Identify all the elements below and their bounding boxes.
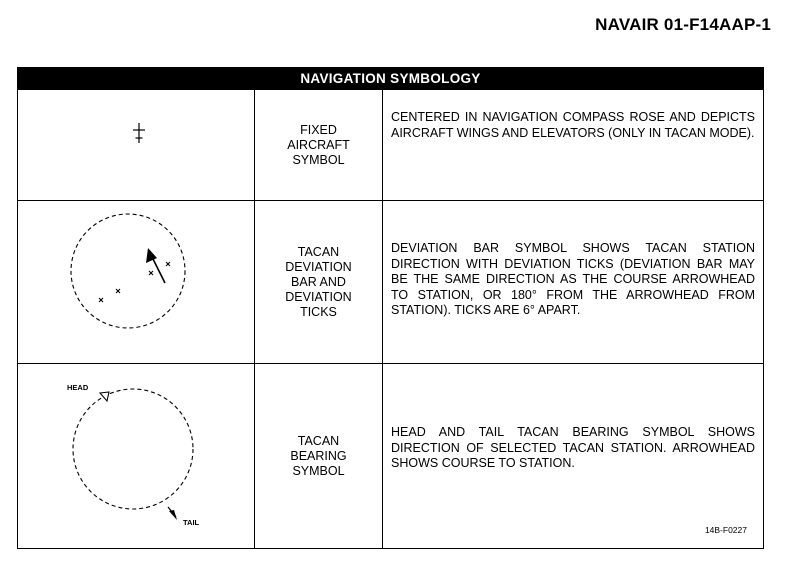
symbol-description (383, 90, 763, 201)
symbol-cell (18, 90, 255, 201)
name-line: TACAN (297, 245, 340, 259)
symbol-name (255, 364, 383, 548)
tail-label: TAIL (183, 518, 200, 527)
symbol-name (255, 90, 383, 201)
symbol-cell (18, 201, 255, 364)
deviation-bar-icon (18, 201, 254, 364)
description-text: DEVIATION BAR SYMBOL SHOWS TACAN STATION DIRECTION WITH DEVIATION TICKS (DEVIATION BAR MAY BE THE SAME DIRECTION AS THE COURSE ARROWHEAD TO STATION, OR 180° FROM THE ARROWHEAD FROM STATION). TICKS ARE 6° APART. (391, 241, 755, 317)
name-line: SYMBOL (292, 463, 345, 478)
navigation-symbology-table (17, 67, 764, 549)
name-line: DEVIATION (285, 260, 352, 274)
figure-code: 14B-F0227 (704, 524, 747, 535)
name-line: FIXED (300, 123, 337, 137)
table-row (18, 363, 763, 548)
bearing-pointer-icon (18, 364, 254, 548)
name-line: BAR AND (291, 275, 346, 289)
head-label: HEAD (67, 383, 89, 392)
symbol-description (383, 201, 763, 364)
table-row (18, 200, 763, 364)
name-line: AIRCRAFT (287, 138, 350, 152)
name-line: SYMBOL (292, 153, 345, 167)
table-row (18, 89, 763, 201)
description-text: CENTERED IN NAVIGATION COMPASS ROSE AND DEPICTS AIRCRAFT WINGS AND ELEVATORS (ONLY IN TACAN MODE). (391, 110, 755, 140)
name-line: BEARING (290, 448, 347, 463)
fixed-aircraft-icon (18, 90, 254, 201)
symbol-name (255, 201, 383, 364)
document-id: NAVAIR 01-F14AAP-1 (595, 15, 771, 34)
symbol-description (383, 364, 763, 548)
name-line: DEVIATION (285, 290, 352, 304)
description-text: HEAD AND TAIL TACAN BEARING SYMBOL SHOWS DIRECTION OF SELECTED TACAN STATION. ARROWHEAD SHOWS COURSE TO STATION. (391, 425, 755, 470)
symbol-cell (18, 364, 255, 548)
name-line: TICKS (300, 305, 337, 319)
name-line: TACAN (297, 433, 340, 448)
table-title: NAVIGATION SYMBOLOGY (18, 68, 763, 89)
